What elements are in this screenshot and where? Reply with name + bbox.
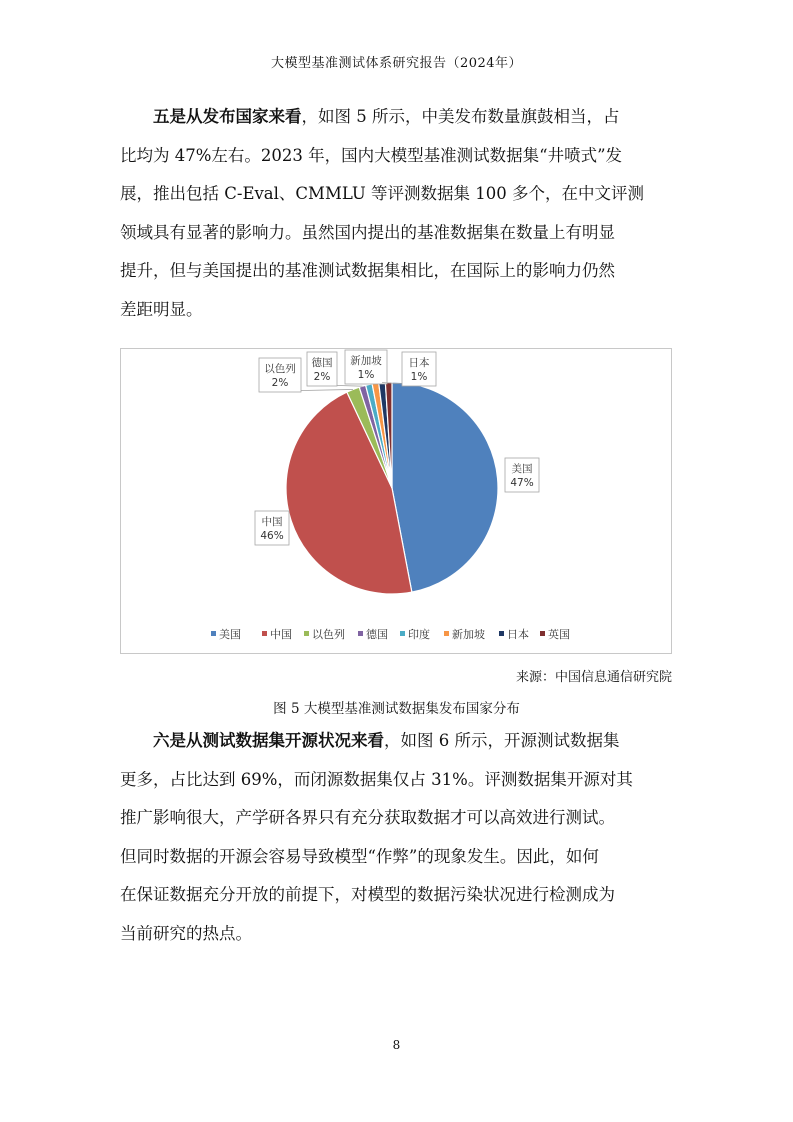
legend-swatch (444, 631, 449, 636)
legend-label: 英国 (548, 628, 570, 641)
data-label-name: 以色列 (264, 363, 296, 375)
paragraph-line: ，如图 5 所示，中美发布数量旗鼓相当，占 (301, 107, 620, 126)
figure-caption: 图 5 大模型基准测试数据集发布国家分布 (273, 701, 520, 717)
data-label-name: 日本 (408, 357, 430, 369)
data-label-name: 德国 (311, 357, 333, 369)
paragraph-line: 领域具有显著的影响力。虽然国内提出的基准数据集在数量上有明显 (120, 222, 615, 242)
legend-swatch (262, 631, 267, 636)
paragraph-line: 更多，占比达到 69%，而闭源数据集仅占 31%。评测数据集开源对其 (120, 769, 633, 789)
legend-label: 中国 (270, 628, 292, 641)
paragraph-line: 差距明显。 (120, 299, 203, 319)
paragraph-five (120, 98, 672, 329)
paragraph-line: 在保证数据充分开放的前提下，对模型的数据污染状况进行检测成为 (120, 885, 615, 904)
data-label-percent: 1% (357, 369, 375, 381)
paragraph-line: 推广影响很大，产学研各界只有充分获取数据才可以高效进行测试。 (120, 808, 615, 827)
legend-swatch (304, 631, 309, 636)
paragraph-line: 比均为 47%左右。2023 年，国内大模型基准测试数据集“井喷式”发 (120, 145, 623, 165)
legend-swatch (358, 631, 363, 636)
pie-slice-0 (392, 382, 498, 592)
running-header: 大模型基准测试体系研究报告（2024年） (270, 56, 523, 71)
legend-label: 日本 (507, 628, 529, 641)
paragraph-lead: 六是从测试数据集开源状况来看 (153, 731, 384, 750)
data-label-percent: 47% (510, 477, 534, 489)
paragraph-line: 提升，但与美国提出的基准测试数据集相比，在国际上的影响力仍然 (120, 261, 615, 280)
data-label-name: 中国 (261, 516, 283, 528)
page-number: 8 (392, 1038, 401, 1052)
chart-source: 来源：中国信息通信研究院 (515, 670, 672, 685)
pie-chart-frame (120, 348, 672, 654)
legend-swatch (540, 631, 545, 636)
paragraph-line: 当前研究的热点。 (120, 923, 252, 943)
legend-label: 德国 (366, 628, 388, 641)
data-label-percent: 2% (313, 371, 331, 383)
data-label-name: 新加坡 (350, 355, 382, 367)
paragraph-line: ，如图 6 所示，开源测试数据集 (384, 731, 620, 750)
legend-swatch (400, 631, 405, 636)
paragraph-line: 但同时数据的开源会容易导致模型“作弊”的现象发生。因此，如何 (120, 846, 599, 866)
data-label-percent: 2% (271, 377, 289, 389)
legend-swatch (211, 631, 216, 636)
legend-label: 以色列 (312, 628, 345, 641)
paragraph-six (120, 722, 672, 953)
paragraph-lead: 五是从发布国家来看 (153, 107, 302, 126)
pie-chart (121, 349, 673, 655)
legend-label: 新加坡 (452, 628, 485, 641)
data-label-name: 美国 (511, 463, 533, 475)
data-label-percent: 1% (410, 371, 428, 383)
legend-label: 美国 (219, 628, 241, 641)
paragraph-line: 展，推出包括 C-Eval、CMMLU 等评测数据集 100 多个，在中文评测 (120, 184, 645, 203)
legend-swatch (499, 631, 504, 636)
data-label-percent: 46% (260, 530, 284, 542)
legend-label: 印度 (408, 628, 430, 641)
